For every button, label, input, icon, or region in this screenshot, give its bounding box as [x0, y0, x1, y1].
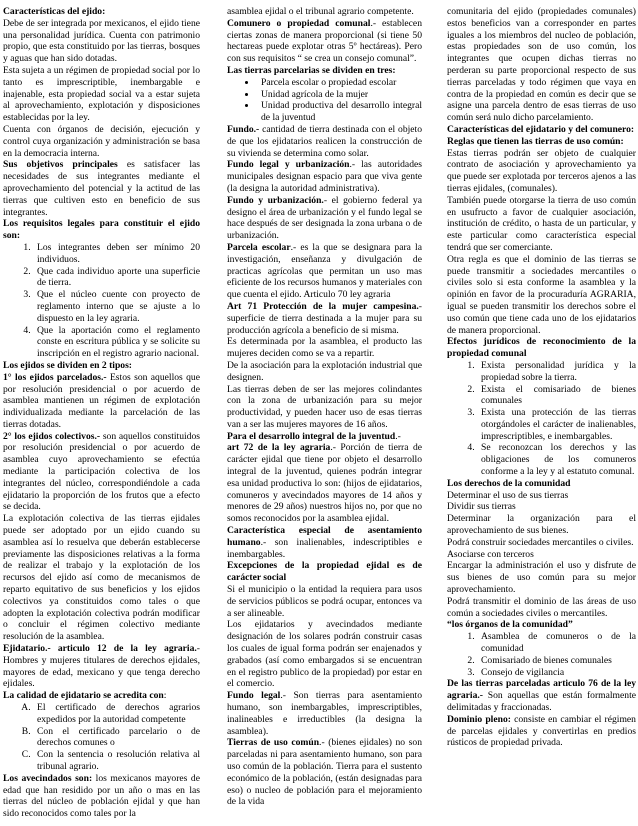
- paragraph: [447, 336, 636, 360]
- paragraph-text: .- Son tierras para asentamiento humano, son inembargables, imprescriptibles, inalineables e irreductibles (la designa la asamblea).: [227, 690, 422, 737]
- bold-heading: Las tierras parcelarias se dividen en tres:: [227, 64, 396, 76]
- paragraph: [447, 478, 636, 490]
- list-item: 2. Comisariado de bienes comunales: [477, 655, 636, 667]
- numbered-list: [447, 631, 636, 678]
- paragraph-text: - el gobierno federal ya designo el área de urbanización y el fundo legal se hace después de ser designada la zona urbana o de urbanización.: [227, 194, 422, 242]
- paragraph-text: Estas tierras podrán ser objeto de cualquier contrato de asociación y aprovechamiento ya que puede ser explotada por terceros ajenos a las tierras ejidales, (comunales).: [447, 147, 636, 194]
- paragraph: [447, 549, 636, 561]
- paragraph: [227, 124, 422, 159]
- paragraph: [3, 372, 200, 431]
- paragraph: [227, 65, 422, 77]
- list-item: 2. Que cada individuo aporte una superficie de tierra.: [33, 266, 200, 290]
- paragraph-text: Otra regla es que el dominio de las tierras se puede transmitir a sociedades mercantiles o civiles solo si esta conforme la asamblea y la opinión en favor de la procuraduría AGRARIA, igual se pueden transmitir los derechos sobre el uso común que tiene cada uno de los ejidatarios de manera proporcional.: [447, 253, 636, 336]
- numbered-list: [3, 702, 200, 773]
- paragraph-text: De la asociación para la explotación industrial que designen.: [227, 359, 422, 383]
- paragraph: [3, 643, 200, 690]
- paragraph-text: .-: [395, 430, 401, 442]
- bold-heading: Tierras de uso común: [227, 737, 320, 749]
- paragraph: [3, 159, 200, 218]
- list-item: 3. Exista una protección de las tierras otorgándoles el carácter de inalienables, imprescriptibles, e inembargables.: [477, 407, 636, 442]
- paragraph: [447, 136, 636, 148]
- bold-heading: Efectos jurídicos de reconocimiento de la propiedad comunal: [447, 336, 636, 360]
- paragraph-text: cantidad de tierra destinada con el objeto de que los ejidatarios realicen la construcción de su vivienda se determina como solar.: [227, 123, 422, 159]
- paragraph: [227, 560, 422, 584]
- list-item: A. El certificado de derechos agrarios expedidos por la autoridad competente: [33, 702, 200, 726]
- paragraph: [227, 360, 422, 384]
- numbered-list: [3, 242, 200, 360]
- paragraph-text: Es determinada por la asamblea, el producto las mujeres deciden como se va a repartir.: [227, 336, 422, 360]
- paragraph: [227, 242, 422, 301]
- bold-heading: Fundo legal: [227, 690, 281, 702]
- list-item: • Unidad productiva del desarrollo integral de la juventud: [257, 100, 422, 124]
- paragraph-text: asamblea ejidal o el tribunal agrario competente.: [227, 6, 414, 17]
- bold-heading: Dominio pleno:: [447, 713, 511, 725]
- paragraph-text: los mexicanos mayores de edad que han residido por un año o mas en las tierras del núcleo de población ejidal y que han sido reconocidos como tales por la: [3, 772, 200, 820]
- paragraph-text: .- establecen ciertas zonas de manera proporcional (si tiene 50 hectareas puede explotar otras 5º hectáreas). Pero con sus requisitos “ se crea un consejo comunal”.: [227, 17, 422, 65]
- paragraph: [227, 690, 422, 737]
- paragraph-text: .- las autoridades municipales designan espacio para que viva gente (la designa la autoridad administrativa).: [227, 159, 422, 194]
- bold-heading: Fundo.-: [227, 123, 260, 135]
- paragraph: [227, 6, 422, 18]
- list-item: C. Con la sentencia o resolución relativa al tribunal agrario.: [33, 749, 200, 773]
- list-item: 3. Que el núcleo cuente con proyecto de reglamento interno que se ajuste a lo dispuesto en la ley agraria.: [33, 289, 200, 324]
- bold-heading: Reglas que tienen las tierras de uso común:: [447, 135, 624, 147]
- bold-heading: Características del ejidatario y del comunero:: [447, 123, 635, 135]
- paragraph-text: .- Porción de tierra de carácter ejidal que tiene por objeto el desarrollo integral de la juventud, quienes podrán integrar esa unidad productiva lo son: (hijos de ejidatarios, comuneros y avecindados mayores de 14 años y menores de 29 años) nuestros hijos no, por que no somos reconocidos por la asamblea ejidal.: [227, 442, 422, 525]
- list-item: 1. Asamblea de comuneros o de la comunidad: [477, 631, 636, 655]
- bold-heading: 1° los ejidos parcelados.-: [3, 371, 107, 383]
- paragraph-text: Determinar el uso de sus tierras: [447, 489, 569, 501]
- bullet-list: [227, 77, 422, 124]
- paragraph-text: - superficie de tierra destinada a la mujer para su producción agrícola a beneficio de si misma.: [227, 300, 422, 336]
- list-item: B. Con el certificado parcelario o de derechos comunes o: [33, 726, 200, 750]
- paragraph-text: Son aquellas que están formalmente delimitadas y fraccionadas.: [447, 690, 636, 714]
- paragraph: [447, 6, 636, 124]
- list-item: 1. Exista personalidad jurídica y la propiedad sobre la tierra.: [477, 360, 636, 384]
- paragraph-text: Dividir sus tierras: [447, 501, 516, 513]
- paragraph: [227, 301, 422, 336]
- paragraph: [447, 678, 636, 713]
- paragraph-text: Asociarse con terceros: [447, 548, 534, 560]
- paragraph-text: .- es la que se designara para la investigación, enseñanza y divulgación de practicas agrícolas que permitan un uso mas eficiente de los recursos humanos y materiales con que cuenta el ejido. Articulo 70 ley agraria: [227, 241, 422, 301]
- list-item: 3. Consejo de vigilancia: [477, 667, 636, 679]
- bold-heading: De las tierras parceladas articulo 76 de la ley agraria.-: [447, 678, 636, 702]
- bold-heading: Excepciones de la propiedad ejidal es de carácter social: [227, 560, 422, 584]
- paragraph-text: son aquellos constituidos por resolución presidencial o por acuerdo de asamblea cuyo aprovechamiento se efectúa mediante la participación colectiva de los integrantes del núcleo, correspondiéndole a cada ejidatario la proporción de los frutos que a efecto se decida.: [3, 430, 200, 513]
- bold-heading: Art 71 Protección de la mujer campesina.: [227, 300, 419, 312]
- paragraph: [3, 6, 200, 18]
- bold-heading: Los ejidos se dividen en 2 tipos:: [3, 359, 133, 371]
- bold-heading: “los órganos de la comunidad”: [447, 619, 573, 631]
- paragraph: [227, 159, 422, 194]
- bold-heading: Característica especial de asentamiento humano: [227, 525, 422, 548]
- paragraph: [227, 336, 422, 360]
- paragraph: [3, 360, 200, 372]
- paragraph: [447, 124, 636, 136]
- bold-heading: Ejidatario.- articulo 12 de la ley agraria.: [3, 643, 197, 655]
- paragraph: [227, 431, 422, 443]
- paragraph: [227, 737, 422, 808]
- text-column-3: [447, 6, 636, 826]
- list-item: 4. Que la aportación como el reglamento conste en escritura pública y se solicite su inscripción en el registro agrario nacional.: [33, 325, 200, 360]
- paragraph-text: .- (bienes ejidales) no son parceladas ni para asentamiento humano, son para uso común de la población. Tierra para el sustento económico de la población, (están designadas para eso) o nucleo de población para el mejoramiento de la vida: [227, 737, 422, 808]
- bold-heading: Los avecindados son:: [3, 772, 93, 784]
- paragraph: [447, 195, 636, 254]
- text-column-2: [227, 6, 422, 826]
- paragraph-text: Las tierras deben de ser las mejores colindantes con la zona de urbanización para su mejor productividad, y pueden hacer uso de esas tierras van a ser las mujeres mayores de 16 años.: [227, 383, 422, 430]
- paragraph: [227, 584, 422, 619]
- paragraph-text: consiste en cambiar el régimen de parcelas ejidales y convertirlas en predios rústicos de propiedad privada.: [447, 713, 636, 749]
- bold-heading: Los derechos de la comunidad: [447, 477, 571, 489]
- paragraph-text: Debe de ser integrada por mexicanos, el ejido tiene una personalidad jurídica. Cuenta con patrimonio propio, que esta constituido por las tierras, bosques y aguas que han sido dotadas.: [3, 17, 200, 65]
- paragraph: [3, 218, 200, 242]
- paragraph-text: .- son inalienables, indescriptibles e inembargables.: [227, 536, 422, 560]
- paragraph-text: Determinar la organización para el aprovechamiento de sus bienes.: [447, 513, 636, 537]
- paragraph-text: Encargar la administración el uso y disfrute de sus bienes de uso común para su mejor aprovechamiento.: [447, 560, 636, 596]
- paragraph-text: Estos son aquellos que por resolución presidencial o por acuerdo de asamblea mantienen un régimen de explotación individualizada mediante la parcelación de las tierras dotadas.: [3, 371, 200, 430]
- paragraph-text: Cuenta con órganos de decisión, ejecución y control cuya organización y administración se basa en la democracia interna.: [3, 123, 200, 159]
- paragraph: [447, 619, 636, 631]
- bold-heading: Parcela escolar: [227, 241, 291, 253]
- paragraph: [3, 690, 200, 702]
- paragraph: [227, 442, 422, 525]
- paragraph: [447, 560, 636, 595]
- bold-heading: Para el desarrollo integral de la juventud: [227, 430, 396, 442]
- paragraph-text: Los ejidatarios y avecindados mediante designación de los solares podrán construir casas los cuales de igual forma podrán ser enajenados y grabados (así como embargados si se encuentran en el registro publico de la propiedad) por estar en el comercio.: [227, 619, 422, 690]
- paragraph: [227, 525, 422, 560]
- numbered-list: [447, 360, 636, 478]
- paragraph: [447, 254, 636, 337]
- paragraph: [3, 513, 200, 643]
- list-item: • Parcela escolar o propiedad escolar: [257, 77, 422, 89]
- paragraph-text: comunitaria del ejido (propiedades comunales) estos beneficios van a corresponder en partes iguales a los miembros del nucleo de población, estas propiedades son de uso común, los integrantes que ocupen dichas tierras no perderan su parte proporcional respecto de sus tierras parceladas y todo régimen que vaya en contra de la propiedad en común es decir que se asigne una parcela dentro de esas tierras de uso común será nulo dicho parcelamiento.: [447, 6, 636, 124]
- paragraph-text: - Hombres y mujeres titulares de derechos ejidales, mayores de edad, mexicano y que tenga derecho ejidales.: [3, 643, 200, 690]
- bold-heading: Sus objetivos principales: [3, 159, 118, 171]
- paragraph: [447, 537, 636, 549]
- bold-heading: La calidad de ejidatario se acredita con: [3, 690, 164, 702]
- paragraph-text: es satisfacer las necesidades de sus integrantes mediante el aprovechamiento del potencial y la actitud de las tierras que cultiven esto en beneficio de sus integrantes.: [3, 159, 200, 218]
- bold-heading: art 72 de la ley agraria: [227, 442, 331, 454]
- list-item: • Unidad agrícola de la mujer: [257, 89, 422, 101]
- bold-heading: 2° los ejidos colectivos.-: [3, 430, 101, 442]
- paragraph-text: :: [163, 690, 167, 702]
- list-item: 4. Se reconozcan los derechos y las obligaciones de los comuneros conforme a la ley y al estatuto comunal.: [477, 442, 636, 477]
- paragraph-text: La explotación colectiva de las tierras ejidales puede ser adoptado por un ejido cuando su asamblea así lo resuelva que deberán establecerse previamente las disposiciones relativas a la forma de realizar el trabajo y la explotación de los recursos del ejido así como de mecanismos de reparto equitativo de sus beneficios y los ejidos colectivos ya constituidos como tales o que adopten la explotación colectiva podrán modificar o concluir el régimen colectivo mediante resolución de la asamblea.: [3, 513, 200, 643]
- bold-heading: Los requisitos legales para constituir el ejido son:: [3, 218, 200, 242]
- paragraph: [447, 513, 636, 537]
- paragraph: [227, 195, 422, 242]
- text-column-1: [3, 6, 200, 826]
- paragraph-text: También puede otorgarse la tierra de uso común en usufructo a favor de cualquier asociación, institución de crédito, o hasta de un particular, y este particular como característica especial tendrá que ser comerciante.: [447, 194, 636, 253]
- paragraph: [3, 431, 200, 514]
- paragraph: [447, 490, 636, 502]
- paragraph: [3, 124, 200, 159]
- paragraph: [3, 773, 200, 820]
- paragraph: [3, 65, 200, 124]
- bold-heading: Fundo legal y urbanización: [227, 159, 350, 171]
- paragraph: [227, 384, 422, 431]
- paragraph: [447, 714, 636, 749]
- paragraph: [447, 596, 636, 620]
- paragraph: [447, 501, 636, 513]
- list-item: 1. Los integrantes deben ser mínimo 20 individuos.: [33, 242, 200, 266]
- bold-heading: Características del ejido:: [3, 6, 106, 17]
- paragraph: [3, 18, 200, 65]
- paragraph-text: Si el municipio o la entidad la requiera para usos de servicios públicos se podrá ocupar, entonces va a ser alineable.: [227, 584, 422, 619]
- paragraph-text: Esta sujeta a un régimen de propiedad social por lo tanto es imprescriptible, inembargable e inajenable, esta propiedad social va a estar sujeta al aprovechamiento, explotación y disposiciones establecidas por la ley.: [3, 64, 200, 124]
- paragraph-text: Podrá transmitir el dominio de las áreas de uso común a sociedades civiles o mercantiles.: [447, 595, 636, 619]
- bold-heading: Comunero o propiedad comunal: [227, 17, 371, 29]
- list-item: 2. Exista el comisariado de bienes comunales: [477, 384, 636, 408]
- paragraph: [227, 18, 422, 65]
- paragraph: [227, 619, 422, 690]
- bold-heading: Fundo y urbanización.: [227, 194, 324, 206]
- paragraph: [447, 148, 636, 195]
- paragraph-text: Podrá construir sociedades mercantiles o civiles.: [447, 536, 634, 548]
